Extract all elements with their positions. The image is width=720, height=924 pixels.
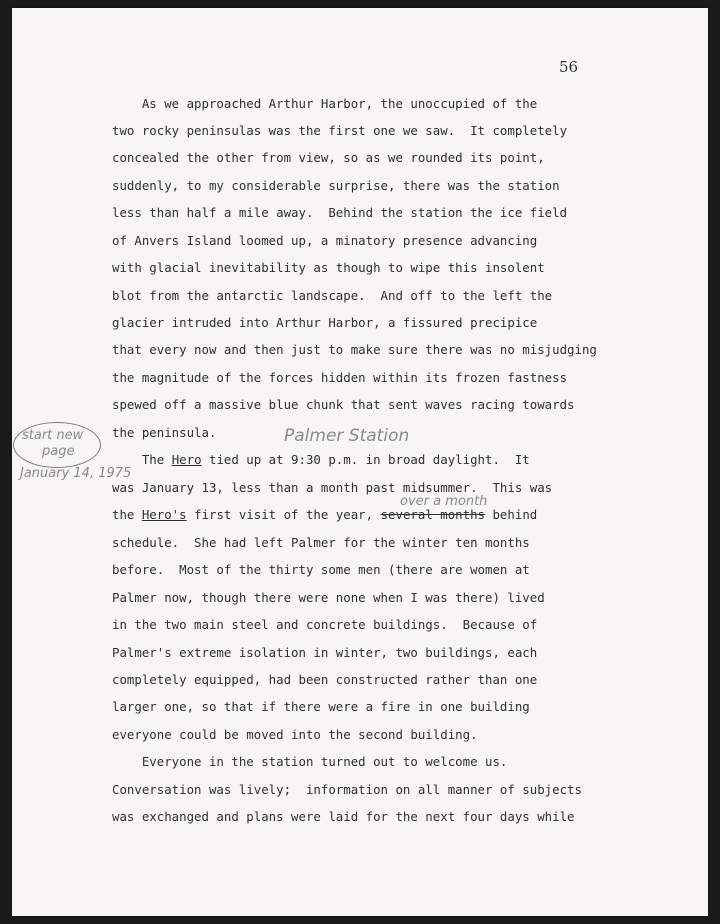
struck-text: several months <box>380 507 486 522</box>
ship-name: Hero's <box>141 507 187 522</box>
text-line: glacier intruded into Arthur Harbor, a fissured precipice <box>112 315 538 330</box>
text-line: Palmer now, though there were none when I was there) lived <box>112 590 545 605</box>
text-line <box>112 452 530 467</box>
text-line: Everyone in the station turned out to welcome us. <box>112 754 508 769</box>
margin-note: page <box>42 444 75 459</box>
text-line: was exchanged and plans were laid for the next four days while <box>112 809 575 824</box>
ship-name: Hero <box>171 452 202 467</box>
text-line: schedule. She had left Palmer for the winter ten months <box>112 535 530 550</box>
text-line: Palmer's extreme isolation in winter, two buildings, each <box>112 645 538 660</box>
text-line: Conversation was lively; information on all manner of subjects <box>112 782 582 797</box>
text-line: completely equipped, had been constructed rather than one <box>112 672 538 687</box>
page-number: 56 <box>559 58 579 76</box>
text-line: before. Most of the thirty some men (there are women at <box>112 562 530 577</box>
text-fragment: The <box>112 452 172 467</box>
text-line <box>112 507 537 522</box>
text-line: larger one, so that if there were a fire in one building <box>112 699 530 714</box>
text-line: with glacial inevitability as though to wipe this insolent <box>112 260 545 275</box>
text-line: concealed the other from view, so as we rounded its point, <box>112 150 545 165</box>
text-line: the magnitude of the forces hidden within its frozen fastness <box>112 370 568 385</box>
text-fragment: the <box>112 507 142 522</box>
handwritten-insertion: over a month <box>400 494 488 509</box>
text-line: was January 13, less than a month past midsummer. This was <box>112 480 553 495</box>
text-fragment: first visit of the year, <box>186 507 381 522</box>
text-line: of Anvers Island loomed up, a minatory presence advancing <box>112 233 538 248</box>
margin-note: start new <box>22 428 84 443</box>
text-line: in the two main steel and concrete buildings. Because of <box>112 617 538 632</box>
text-line: everyone could be moved into the second building. <box>112 727 478 742</box>
text-line: the peninsula. <box>112 425 217 440</box>
text-fragment: tied up at 9:30 p.m. in broad daylight. It <box>201 452 530 467</box>
text-line: suddenly, to my considerable surprise, there was the station <box>112 178 560 193</box>
margin-date: January 14, 1975 <box>20 466 132 481</box>
text-line: blot from the antarctic landscape. And off to the left the <box>112 288 553 303</box>
text-line: that every now and then just to make sure there was no misjudging <box>112 342 597 357</box>
text-line: two rocky peninsulas was the first one we saw. It completely <box>112 123 568 138</box>
text-fragment: behind <box>485 507 538 522</box>
handwritten-heading: Palmer Station <box>284 426 410 446</box>
text-line: As we approached Arthur Harbor, the unoccupied of the <box>112 96 538 111</box>
text-line: less than half a mile away. Behind the station the ice field <box>112 205 568 220</box>
text-line: spewed off a massive blue chunk that sent waves racing towards <box>112 397 575 412</box>
typed-page <box>12 8 708 916</box>
